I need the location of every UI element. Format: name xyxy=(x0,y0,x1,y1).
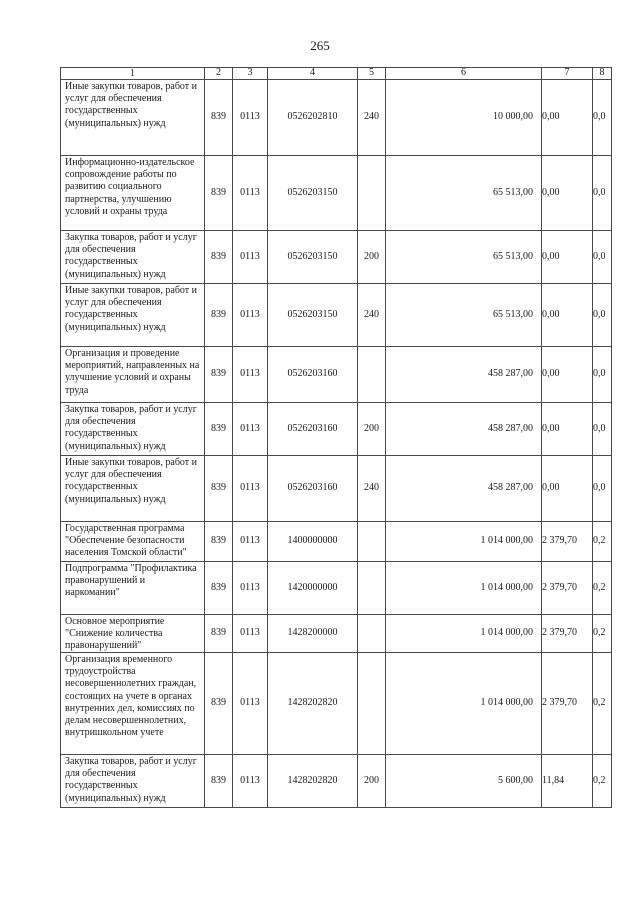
section-cell xyxy=(232,652,267,754)
table-row xyxy=(60,346,612,402)
expense-type-cell-text: 240 xyxy=(364,308,379,320)
page-number: 265 xyxy=(310,38,330,53)
planned-amount-cell xyxy=(385,402,541,455)
executed-amount-cell-text: 2 379,70 xyxy=(542,697,577,709)
percent-cell xyxy=(592,402,612,455)
column-header-2 xyxy=(204,67,232,79)
column-header-8 xyxy=(592,67,612,79)
expense-type-cell xyxy=(357,614,385,652)
table-row xyxy=(60,230,612,283)
planned-amount-cell xyxy=(385,614,541,652)
planned-amount-cell xyxy=(385,561,541,614)
executed-amount-cell xyxy=(541,346,592,402)
percent-cell-text: 0,0 xyxy=(593,482,606,494)
target-article-cell-text: 0526203160 xyxy=(287,368,338,380)
executed-amount-cell xyxy=(541,455,592,521)
target-article-cell-text: 1428202820 xyxy=(287,697,338,709)
chapter-cell-text: 839 xyxy=(211,368,226,380)
column-header-8-text: 8 xyxy=(599,67,605,79)
percent-cell-text: 0,2 xyxy=(593,581,606,593)
percent-cell xyxy=(592,155,612,230)
name-cell-text: Информационно-издательское сопровождение работы по развитию социального партнерства, улучшению условий и охраны труда xyxy=(65,157,195,217)
executed-amount-cell-text: 0,00 xyxy=(542,111,560,123)
name-cell-text: Закупка товаров, работ и услуг для обеспечения государственных (муниципальных) нужд xyxy=(65,232,197,280)
chapter-cell-text: 839 xyxy=(211,422,226,434)
target-article-cell xyxy=(267,155,357,230)
section-cell xyxy=(232,346,267,402)
percent-cell-text: 0,0 xyxy=(593,250,606,262)
name-cell xyxy=(60,155,204,230)
name-cell xyxy=(60,754,204,808)
target-article-cell-text: 1428200000 xyxy=(287,627,338,639)
percent-cell-text: 0,2 xyxy=(593,535,606,547)
chapter-cell-text: 839 xyxy=(211,111,226,123)
planned-amount-cell-text: 1 014 000,00 xyxy=(480,581,533,593)
chapter-cell-text: 839 xyxy=(211,250,226,262)
target-article-cell-text: 1428202820 xyxy=(287,774,338,786)
expense-type-cell xyxy=(357,230,385,283)
chapter-cell xyxy=(204,346,232,402)
section-cell-text: 0113 xyxy=(240,581,260,593)
executed-amount-cell xyxy=(541,230,592,283)
section-cell-text: 0113 xyxy=(240,697,260,709)
name-cell-text: Иные закупки товаров, работ и услуг для обеспечения государственных (муниципальных) нужд xyxy=(65,81,198,129)
target-article-cell-text: 0526203160 xyxy=(287,482,338,494)
planned-amount-cell-text: 458 287,00 xyxy=(488,368,533,380)
column-header-3 xyxy=(232,67,267,79)
column-header-4 xyxy=(267,67,357,79)
executed-amount-cell-text: 0,00 xyxy=(542,250,560,262)
planned-amount-cell-text: 5 600,00 xyxy=(498,774,533,786)
target-article-cell xyxy=(267,283,357,346)
table-row xyxy=(60,614,612,652)
section-cell xyxy=(232,230,267,283)
column-header-5-text: 5 xyxy=(369,67,374,79)
chapter-cell-text: 839 xyxy=(211,774,226,786)
expense-type-cell xyxy=(357,754,385,808)
target-article-cell xyxy=(267,521,357,561)
target-article-cell xyxy=(267,561,357,614)
planned-amount-cell-text: 65 513,00 xyxy=(493,250,533,262)
table-row xyxy=(60,652,612,754)
section-cell xyxy=(232,155,267,230)
target-article-cell-text: 0526202810 xyxy=(287,111,338,123)
name-cell-text: Подпрограмма "Профилактика правонарушений и наркомании" xyxy=(65,563,197,599)
target-article-cell xyxy=(267,754,357,808)
chapter-cell-text: 839 xyxy=(211,186,226,198)
percent-cell-text: 0,2 xyxy=(593,627,606,639)
table-row xyxy=(60,283,612,346)
planned-amount-cell-text: 10 000,00 xyxy=(493,111,533,123)
target-article-cell-text: 1420000000 xyxy=(287,581,338,593)
percent-cell xyxy=(592,521,612,561)
chapter-cell xyxy=(204,79,232,155)
planned-amount-cell xyxy=(385,230,541,283)
executed-amount-cell-text: 2 379,70 xyxy=(542,581,577,593)
name-cell xyxy=(60,79,204,155)
chapter-cell xyxy=(204,521,232,561)
planned-amount-cell-text: 1 014 000,00 xyxy=(480,697,533,709)
name-cell-text: Иные закупки товаров, работ и услуг для обеспечения государственных (муниципальных) нужд xyxy=(65,285,198,333)
executed-amount-cell-text: 0,00 xyxy=(542,186,560,198)
planned-amount-cell-text: 1 014 000,00 xyxy=(480,535,533,547)
expense-type-cell xyxy=(357,652,385,754)
section-cell xyxy=(232,754,267,808)
planned-amount-cell xyxy=(385,79,541,155)
column-header-2-text: 2 xyxy=(216,67,221,79)
section-cell-text: 0113 xyxy=(240,111,260,123)
section-cell-text: 0113 xyxy=(240,535,260,547)
section-cell xyxy=(232,521,267,561)
percent-cell xyxy=(592,79,612,155)
name-cell-text: Государственная программа "Обеспечение безопасности населения Томской области" xyxy=(65,523,187,559)
budget-table xyxy=(60,67,612,808)
planned-amount-cell xyxy=(385,652,541,754)
target-article-cell xyxy=(267,79,357,155)
chapter-cell-text: 839 xyxy=(211,308,226,320)
executed-amount-cell-text: 2 379,70 xyxy=(542,627,577,639)
target-article-cell-text: 0526203150 xyxy=(287,308,338,320)
column-header-1-text: 1 xyxy=(130,68,135,79)
section-cell-text: 0113 xyxy=(240,250,260,262)
table-row xyxy=(60,79,612,155)
planned-amount-cell xyxy=(385,455,541,521)
chapter-cell xyxy=(204,155,232,230)
percent-cell-text: 0,2 xyxy=(593,697,606,709)
table-row xyxy=(60,402,612,455)
column-header-7-text: 7 xyxy=(564,67,570,79)
planned-amount-cell-text: 65 513,00 xyxy=(493,308,533,320)
chapter-cell-text: 839 xyxy=(211,697,226,709)
name-cell xyxy=(60,402,204,455)
name-cell-text: Иные закупки товаров, работ и услуг для обеспечения государственных (муниципальных) нужд xyxy=(65,457,198,505)
expense-type-cell-text: 240 xyxy=(364,111,379,123)
column-header-5 xyxy=(357,67,385,79)
section-cell xyxy=(232,283,267,346)
section-cell-text: 0113 xyxy=(240,186,260,198)
chapter-cell xyxy=(204,652,232,754)
executed-amount-cell-text: 11,84 xyxy=(542,774,565,786)
column-header-3-text: 3 xyxy=(247,67,253,79)
name-cell-text: Закупка товаров, работ и услуг для обеспечения государственных (муниципальных) нужд xyxy=(65,404,197,452)
name-cell xyxy=(60,614,204,652)
section-cell-text: 0113 xyxy=(240,308,260,320)
target-article-cell xyxy=(267,455,357,521)
percent-cell xyxy=(592,614,612,652)
name-cell xyxy=(60,455,204,521)
executed-amount-cell xyxy=(541,754,592,808)
name-cell-text: Организация и проведение мероприятий, направленных на улучшение условий и охраны труда xyxy=(65,348,200,396)
expense-type-cell-text: 200 xyxy=(364,250,379,262)
percent-cell xyxy=(592,754,612,808)
section-cell-text: 0113 xyxy=(240,422,260,434)
target-article-cell-text: 1400000000 xyxy=(287,535,338,547)
name-cell-text: Организация временного трудоустройства несовершеннолетних граждан, состоящих на учете в органах внутренних дел, комиссиях по делам несовершеннолетних, внутришкольном учете xyxy=(65,654,197,739)
target-article-cell xyxy=(267,652,357,754)
section-cell-text: 0113 xyxy=(240,774,260,786)
expense-type-cell xyxy=(357,561,385,614)
executed-amount-cell xyxy=(541,652,592,754)
column-header-1 xyxy=(60,67,204,79)
expense-type-cell xyxy=(357,283,385,346)
chapter-cell-text: 839 xyxy=(211,581,226,593)
planned-amount-cell-text: 65 513,00 xyxy=(493,186,533,198)
planned-amount-cell-text: 458 287,00 xyxy=(488,482,533,494)
chapter-cell xyxy=(204,402,232,455)
executed-amount-cell xyxy=(541,614,592,652)
percent-cell xyxy=(592,230,612,283)
executed-amount-cell xyxy=(541,521,592,561)
name-cell xyxy=(60,283,204,346)
executed-amount-cell-text: 0,00 xyxy=(542,368,560,380)
planned-amount-cell-text: 1 014 000,00 xyxy=(480,627,533,639)
percent-cell-text: 0,2 xyxy=(593,774,606,786)
expense-type-cell-text: 200 xyxy=(364,774,379,786)
chapter-cell xyxy=(204,614,232,652)
table-row xyxy=(60,754,612,808)
target-article-cell xyxy=(267,346,357,402)
executed-amount-cell-text: 2 379,70 xyxy=(542,535,577,547)
executed-amount-cell-text: 0,00 xyxy=(542,422,560,434)
percent-cell xyxy=(592,455,612,521)
percent-cell-text: 0,0 xyxy=(593,422,606,434)
target-article-cell xyxy=(267,230,357,283)
expense-type-cell xyxy=(357,455,385,521)
planned-amount-cell xyxy=(385,155,541,230)
column-header-4-text: 4 xyxy=(310,67,315,79)
column-header-6-text: 6 xyxy=(461,67,466,79)
planned-amount-cell xyxy=(385,754,541,808)
chapter-cell-text: 839 xyxy=(211,627,226,639)
section-cell xyxy=(232,561,267,614)
name-cell xyxy=(60,346,204,402)
target-article-cell xyxy=(267,402,357,455)
section-cell-text: 0113 xyxy=(240,482,260,494)
name-cell-text: Закупка товаров, работ и услуг для обеспечения государственных (муниципальных) нужд xyxy=(65,756,197,804)
chapter-cell-text: 839 xyxy=(211,535,226,547)
table-row xyxy=(60,561,612,614)
planned-amount-cell xyxy=(385,283,541,346)
section-cell xyxy=(232,402,267,455)
percent-cell xyxy=(592,561,612,614)
percent-cell-text: 0,0 xyxy=(593,111,606,123)
chapter-cell xyxy=(204,754,232,808)
name-cell xyxy=(60,521,204,561)
chapter-cell xyxy=(204,230,232,283)
planned-amount-cell xyxy=(385,521,541,561)
section-cell-text: 0113 xyxy=(240,627,260,639)
expense-type-cell xyxy=(357,521,385,561)
table-row xyxy=(60,155,612,230)
name-cell xyxy=(60,561,204,614)
name-cell-text: Основное мероприятие "Снижение количества правонарушений" xyxy=(65,616,165,652)
expense-type-cell-text: 200 xyxy=(364,422,379,434)
expense-type-cell xyxy=(357,155,385,230)
executed-amount-cell xyxy=(541,155,592,230)
percent-cell xyxy=(592,283,612,346)
expense-type-cell xyxy=(357,79,385,155)
section-cell xyxy=(232,455,267,521)
section-cell xyxy=(232,614,267,652)
planned-amount-cell-text: 458 287,00 xyxy=(488,422,533,434)
executed-amount-cell xyxy=(541,402,592,455)
table-row xyxy=(60,521,612,561)
executed-amount-cell-text: 0,00 xyxy=(542,308,560,320)
target-article-cell-text: 0526203150 xyxy=(287,186,338,198)
expense-type-cell xyxy=(357,346,385,402)
column-header-6 xyxy=(385,67,541,79)
name-cell xyxy=(60,652,204,754)
target-article-cell-text: 0526203150 xyxy=(287,250,338,262)
percent-cell-text: 0,0 xyxy=(593,186,606,198)
table-row xyxy=(60,455,612,521)
executed-amount-cell-text: 0,00 xyxy=(542,482,560,494)
name-cell xyxy=(60,230,204,283)
planned-amount-cell xyxy=(385,346,541,402)
expense-type-cell xyxy=(357,402,385,455)
target-article-cell-text: 0526203160 xyxy=(287,422,338,434)
table-header-row xyxy=(60,67,612,79)
percent-cell xyxy=(592,652,612,754)
executed-amount-cell xyxy=(541,561,592,614)
percent-cell-text: 0,0 xyxy=(593,368,606,380)
chapter-cell xyxy=(204,283,232,346)
executed-amount-cell xyxy=(541,79,592,155)
chapter-cell xyxy=(204,455,232,521)
percent-cell-text: 0,0 xyxy=(593,308,606,320)
chapter-cell-text: 839 xyxy=(211,482,226,494)
column-header-7 xyxy=(541,67,592,79)
percent-cell xyxy=(592,346,612,402)
chapter-cell xyxy=(204,561,232,614)
expense-type-cell-text: 240 xyxy=(364,482,379,494)
executed-amount-cell xyxy=(541,283,592,346)
section-cell-text: 0113 xyxy=(240,368,260,380)
target-article-cell xyxy=(267,614,357,652)
section-cell xyxy=(232,79,267,155)
